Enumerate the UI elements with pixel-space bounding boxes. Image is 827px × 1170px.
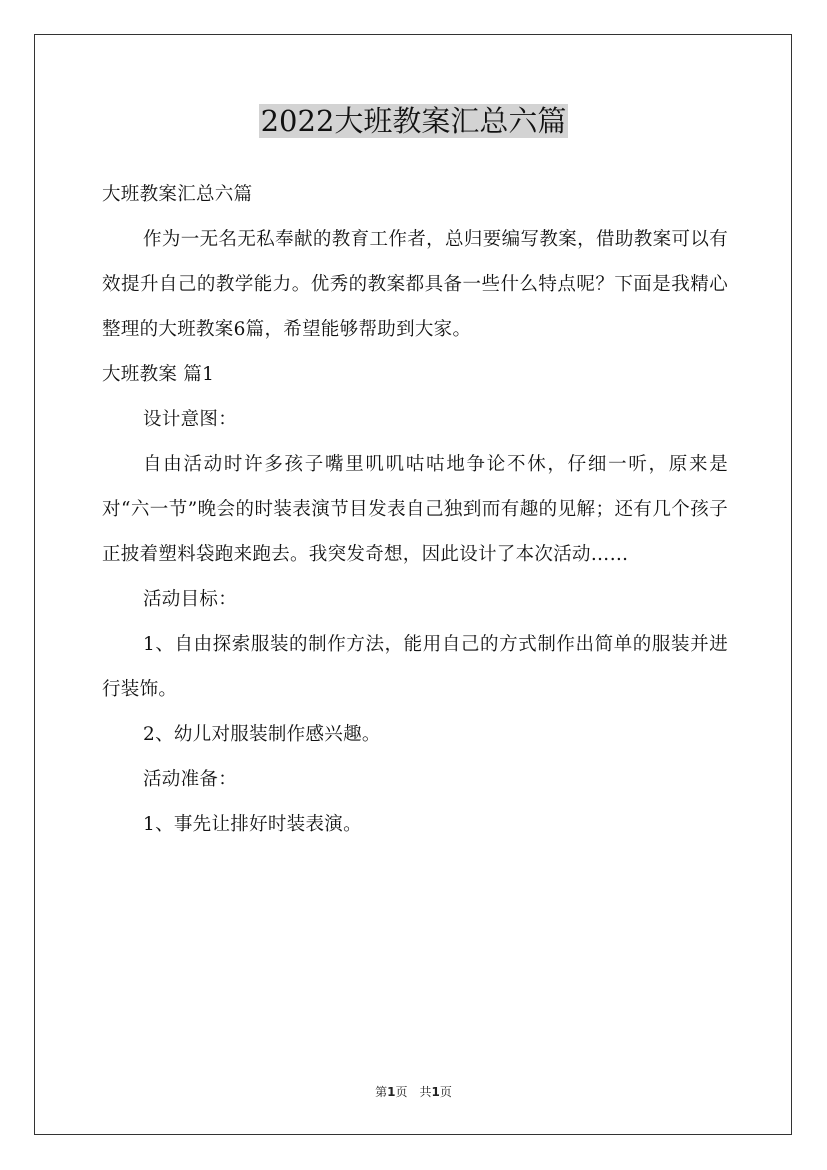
page-suffix: 页 bbox=[439, 1085, 452, 1099]
body-paragraph: 自由活动时许多孩子嘴里叽叽咕咕地争论不休，仔细一听，原来是对“六一节”晚会的时装表演节目发表自己独到而有趣的见解；还有几个孩子正披着塑料袋跑来跑去。我突发奇想，因此设计了本次活动…… bbox=[102, 454, 728, 565]
body-paragraph: 作为一无名无私奉献的教育工作者，总归要编写教案，借助教案可以有效提升自己的教学能力。优秀的教案都具备一些什么特点呢？下面是我精心整理的大班教案6篇，希望能够帮助到大家。 bbox=[102, 229, 728, 340]
body-paragraph: 1、事先让排好时装表演。 bbox=[143, 814, 362, 835]
body-paragraph: 活动目标： bbox=[143, 589, 238, 610]
document-title bbox=[0, 101, 827, 141]
document-body bbox=[102, 172, 728, 847]
page-current: 1 bbox=[387, 1085, 396, 1099]
page-mid: 页 共 bbox=[395, 1085, 432, 1099]
page-total: 1 bbox=[431, 1085, 440, 1099]
body-paragraph: 1、自由探索服装的制作方法，能用自己的方式制作出简单的服装并进行装饰。 bbox=[102, 634, 728, 700]
body-paragraph: 大班教案汇总六篇 bbox=[102, 184, 253, 205]
document-title-text: 2022大班教案汇总六篇 bbox=[260, 104, 567, 138]
page-prefix: 第 bbox=[375, 1085, 388, 1099]
body-paragraph: 2、幼儿对服装制作感兴趣。 bbox=[143, 724, 381, 745]
section-heading: 大班教案 篇1 bbox=[102, 364, 215, 385]
body-paragraph: 设计意图： bbox=[143, 409, 238, 430]
page-footer bbox=[0, 1082, 827, 1102]
body-paragraph: 活动准备： bbox=[143, 769, 238, 790]
